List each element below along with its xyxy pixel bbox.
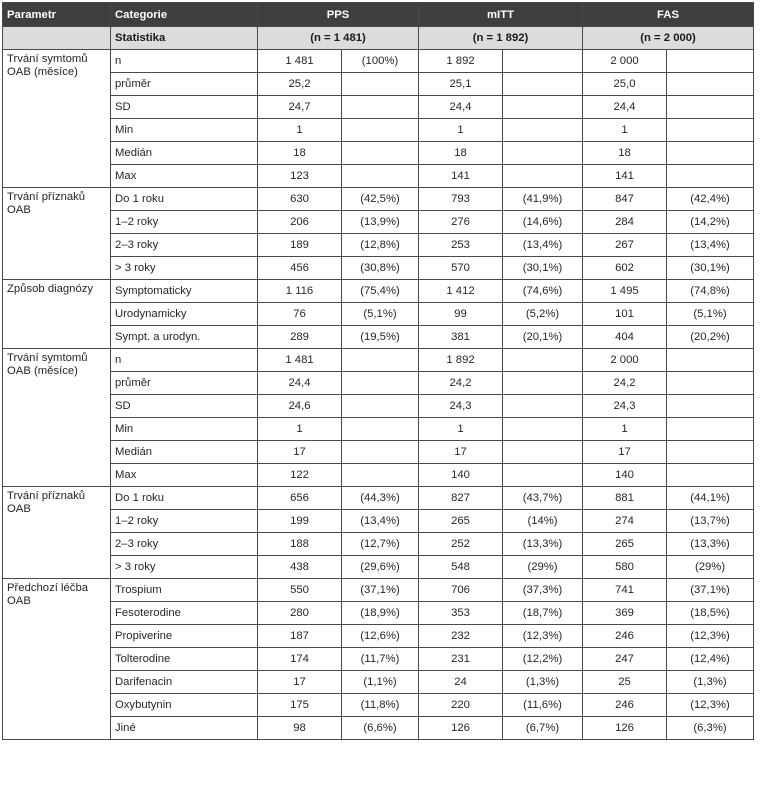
pps-value-cell: 18 (258, 142, 342, 165)
mitt-percent-cell: (13,4%) (503, 234, 583, 257)
mitt-percent-cell (503, 349, 583, 372)
category-cell: 2–3 roky (111, 533, 258, 556)
pps-value-cell: 98 (258, 717, 342, 740)
pps-value-cell: 24,7 (258, 96, 342, 119)
mitt-percent-cell: (20,1%) (503, 326, 583, 349)
pps-percent-cell: (44,3%) (342, 487, 419, 510)
category-cell: SD (111, 96, 258, 119)
mitt-value-cell: 1 412 (419, 280, 503, 303)
category-cell: n (111, 50, 258, 73)
table-row (3, 349, 754, 372)
fas-percent-cell (667, 441, 754, 464)
mitt-value-cell: 827 (419, 487, 503, 510)
pps-value-cell: 206 (258, 211, 342, 234)
pps-value-cell: 550 (258, 579, 342, 602)
mitt-value-cell: 232 (419, 625, 503, 648)
mitt-value-cell: 220 (419, 694, 503, 717)
pps-percent-cell: (18,9%) (342, 602, 419, 625)
pps-value-cell: 25,2 (258, 73, 342, 96)
header-parametr: Parametr (3, 3, 111, 27)
fas-percent-cell (667, 96, 754, 119)
category-cell: průměr (111, 73, 258, 96)
mitt-percent-cell: (12,2%) (503, 648, 583, 671)
fas-percent-cell (667, 395, 754, 418)
table-row (3, 73, 754, 96)
pps-percent-cell (342, 142, 419, 165)
table-row (3, 165, 754, 188)
table-row (3, 510, 754, 533)
parameter-cell: Předchozí léčba OAB (3, 579, 111, 740)
pps-percent-cell: (1,1%) (342, 671, 419, 694)
mitt-value-cell: 24,2 (419, 372, 503, 395)
pps-value-cell: 630 (258, 188, 342, 211)
fas-percent-cell: (12,3%) (667, 625, 754, 648)
pps-percent-cell: (19,5%) (342, 326, 419, 349)
category-cell: Do 1 roku (111, 487, 258, 510)
category-cell: Propiverine (111, 625, 258, 648)
table-row (3, 556, 754, 579)
pps-value-cell: 187 (258, 625, 342, 648)
mitt-value-cell: 25,1 (419, 73, 503, 96)
fas-value-cell: 1 495 (583, 280, 667, 303)
mitt-value-cell: 24 (419, 671, 503, 694)
fas-percent-cell: (42,4%) (667, 188, 754, 211)
fas-value-cell: 246 (583, 625, 667, 648)
fas-value-cell: 101 (583, 303, 667, 326)
table-row (3, 648, 754, 671)
table-row (3, 326, 754, 349)
fas-value-cell: 140 (583, 464, 667, 487)
pps-value-cell: 76 (258, 303, 342, 326)
pps-percent-cell: (5,1%) (342, 303, 419, 326)
header-fas: FAS (583, 3, 754, 27)
pps-percent-cell: (12,7%) (342, 533, 419, 556)
pps-percent-cell: (13,4%) (342, 510, 419, 533)
pps-percent-cell: (29,6%) (342, 556, 419, 579)
fas-percent-cell (667, 50, 754, 73)
pps-value-cell: 122 (258, 464, 342, 487)
pps-value-cell: 17 (258, 441, 342, 464)
mitt-value-cell: 252 (419, 533, 503, 556)
pps-percent-cell (342, 349, 419, 372)
category-cell: Max (111, 464, 258, 487)
table-body (3, 50, 754, 740)
category-cell: Sympt. a urodyn. (111, 326, 258, 349)
fas-value-cell: 881 (583, 487, 667, 510)
pps-value-cell: 188 (258, 533, 342, 556)
fas-value-cell: 580 (583, 556, 667, 579)
fas-percent-cell: (1,3%) (667, 671, 754, 694)
mitt-percent-cell: (1,3%) (503, 671, 583, 694)
pps-percent-cell (342, 464, 419, 487)
pps-percent-cell (342, 96, 419, 119)
mitt-value-cell: 1 892 (419, 349, 503, 372)
category-cell: 1–2 roky (111, 211, 258, 234)
mitt-value-cell: 141 (419, 165, 503, 188)
pps-percent-cell: (6,6%) (342, 717, 419, 740)
mitt-percent-cell: (74,6%) (503, 280, 583, 303)
fas-percent-cell: (30,1%) (667, 257, 754, 280)
pps-value-cell: 1 481 (258, 50, 342, 73)
table-row (3, 418, 754, 441)
pps-value-cell: 456 (258, 257, 342, 280)
fas-percent-cell: (74,8%) (667, 280, 754, 303)
fas-value-cell: 17 (583, 441, 667, 464)
fas-value-cell: 602 (583, 257, 667, 280)
mitt-percent-cell: (5,2%) (503, 303, 583, 326)
pps-value-cell: 17 (258, 671, 342, 694)
fas-value-cell: 2 000 (583, 349, 667, 372)
fas-percent-cell (667, 142, 754, 165)
header-mitt: mITT (419, 3, 583, 27)
pps-value-cell: 1 (258, 418, 342, 441)
mitt-value-cell: 1 (419, 418, 503, 441)
pps-value-cell: 438 (258, 556, 342, 579)
pps-percent-cell: (100%) (342, 50, 419, 73)
fas-value-cell: 741 (583, 579, 667, 602)
subheader-mitt-n: (n = 1 892) (419, 27, 583, 50)
mitt-percent-cell (503, 165, 583, 188)
fas-percent-cell: (12,3%) (667, 694, 754, 717)
pps-value-cell: 199 (258, 510, 342, 533)
fas-percent-cell (667, 73, 754, 96)
fas-value-cell: 246 (583, 694, 667, 717)
pps-value-cell: 1 481 (258, 349, 342, 372)
fas-value-cell: 126 (583, 717, 667, 740)
pps-percent-cell (342, 395, 419, 418)
category-cell: Tolterodine (111, 648, 258, 671)
mitt-percent-cell: (41,9%) (503, 188, 583, 211)
mitt-percent-cell: (6,7%) (503, 717, 583, 740)
mitt-percent-cell (503, 73, 583, 96)
mitt-percent-cell (503, 441, 583, 464)
mitt-value-cell: 793 (419, 188, 503, 211)
mitt-value-cell: 706 (419, 579, 503, 602)
fas-percent-cell: (44,1%) (667, 487, 754, 510)
fas-percent-cell (667, 165, 754, 188)
mitt-percent-cell: (14%) (503, 510, 583, 533)
fas-percent-cell: (37,1%) (667, 579, 754, 602)
table-row (3, 487, 754, 510)
fas-percent-cell: (20,2%) (667, 326, 754, 349)
category-cell: Trospium (111, 579, 258, 602)
table-row (3, 303, 754, 326)
table-row (3, 533, 754, 556)
mitt-value-cell: 24,3 (419, 395, 503, 418)
pps-value-cell: 24,6 (258, 395, 342, 418)
table-row (3, 257, 754, 280)
pps-percent-cell: (13,9%) (342, 211, 419, 234)
pps-percent-cell (342, 73, 419, 96)
category-cell: Jiné (111, 717, 258, 740)
fas-percent-cell: (14,2%) (667, 211, 754, 234)
table-row (3, 579, 754, 602)
fas-value-cell: 24,3 (583, 395, 667, 418)
pps-value-cell: 174 (258, 648, 342, 671)
fas-value-cell: 284 (583, 211, 667, 234)
mitt-percent-cell: (18,7%) (503, 602, 583, 625)
mitt-value-cell: 381 (419, 326, 503, 349)
category-cell: SD (111, 395, 258, 418)
table-row (3, 694, 754, 717)
mitt-value-cell: 253 (419, 234, 503, 257)
header-categorie: Categorie (111, 3, 258, 27)
mitt-percent-cell (503, 418, 583, 441)
fas-percent-cell: (18,5%) (667, 602, 754, 625)
mitt-percent-cell (503, 464, 583, 487)
pps-percent-cell: (75,4%) (342, 280, 419, 303)
category-cell: Medián (111, 441, 258, 464)
mitt-percent-cell (503, 50, 583, 73)
pps-percent-cell (342, 372, 419, 395)
category-cell: Min (111, 418, 258, 441)
mitt-percent-cell (503, 119, 583, 142)
table-row (3, 625, 754, 648)
mitt-percent-cell (503, 372, 583, 395)
table-row (3, 717, 754, 740)
category-cell: Do 1 roku (111, 188, 258, 211)
fas-value-cell: 24,2 (583, 372, 667, 395)
fas-value-cell: 141 (583, 165, 667, 188)
table-row (3, 464, 754, 487)
pps-value-cell: 123 (258, 165, 342, 188)
fas-value-cell: 265 (583, 533, 667, 556)
pps-value-cell: 280 (258, 602, 342, 625)
mitt-percent-cell: (30,1%) (503, 257, 583, 280)
category-cell: Darifenacin (111, 671, 258, 694)
pps-value-cell: 1 116 (258, 280, 342, 303)
pps-percent-cell: (12,6%) (342, 625, 419, 648)
parameter-cell: Způsob diagnózy (3, 280, 111, 349)
fas-value-cell: 18 (583, 142, 667, 165)
pps-percent-cell (342, 441, 419, 464)
mitt-value-cell: 99 (419, 303, 503, 326)
subheader-statistika: Statistika (111, 27, 258, 50)
fas-value-cell: 2 000 (583, 50, 667, 73)
statistics-table (2, 2, 754, 740)
fas-percent-cell: (29%) (667, 556, 754, 579)
mitt-value-cell: 140 (419, 464, 503, 487)
mitt-percent-cell (503, 142, 583, 165)
mitt-percent-cell: (37,3%) (503, 579, 583, 602)
subheader-pps-n: (n = 1 481) (258, 27, 419, 50)
mitt-value-cell: 17 (419, 441, 503, 464)
fas-percent-cell: (13,4%) (667, 234, 754, 257)
pps-percent-cell: (37,1%) (342, 579, 419, 602)
fas-percent-cell (667, 418, 754, 441)
fas-value-cell: 847 (583, 188, 667, 211)
mitt-value-cell: 276 (419, 211, 503, 234)
table-row (3, 372, 754, 395)
mitt-percent-cell: (29%) (503, 556, 583, 579)
table-row (3, 142, 754, 165)
category-cell: Max (111, 165, 258, 188)
table-row (3, 395, 754, 418)
table-row (3, 119, 754, 142)
fas-value-cell: 1 (583, 119, 667, 142)
category-cell: Oxybutynin (111, 694, 258, 717)
category-cell: Symptomaticky (111, 280, 258, 303)
mitt-value-cell: 24,4 (419, 96, 503, 119)
table-row (3, 234, 754, 257)
pps-value-cell: 656 (258, 487, 342, 510)
mitt-value-cell: 1 892 (419, 50, 503, 73)
fas-value-cell: 1 (583, 418, 667, 441)
parameter-cell: Trvání příznaků OAB (3, 487, 111, 579)
category-cell: 2–3 roky (111, 234, 258, 257)
table-row (3, 602, 754, 625)
pps-value-cell: 24,4 (258, 372, 342, 395)
table-row (3, 50, 754, 73)
fas-value-cell: 247 (583, 648, 667, 671)
fas-percent-cell: (6,3%) (667, 717, 754, 740)
subheader-fas-n: (n = 2 000) (583, 27, 754, 50)
table-row (3, 671, 754, 694)
fas-value-cell: 404 (583, 326, 667, 349)
subheader-empty (3, 27, 111, 50)
fas-percent-cell (667, 349, 754, 372)
pps-value-cell: 175 (258, 694, 342, 717)
fas-percent-cell (667, 119, 754, 142)
mitt-value-cell: 126 (419, 717, 503, 740)
fas-percent-cell: (12,4%) (667, 648, 754, 671)
mitt-value-cell: 18 (419, 142, 503, 165)
fas-percent-cell: (13,3%) (667, 533, 754, 556)
pps-value-cell: 1 (258, 119, 342, 142)
table-row (3, 280, 754, 303)
fas-value-cell: 267 (583, 234, 667, 257)
mitt-percent-cell (503, 395, 583, 418)
fas-percent-cell (667, 464, 754, 487)
header-pps: PPS (258, 3, 419, 27)
mitt-percent-cell: (13,3%) (503, 533, 583, 556)
parameter-cell: Trvání symtomů OAB (měsíce) (3, 50, 111, 188)
fas-value-cell: 274 (583, 510, 667, 533)
category-cell: průměr (111, 372, 258, 395)
category-cell: n (111, 349, 258, 372)
pps-percent-cell: (42,5%) (342, 188, 419, 211)
category-cell: > 3 roky (111, 257, 258, 280)
mitt-percent-cell: (11,6%) (503, 694, 583, 717)
fas-percent-cell: (5,1%) (667, 303, 754, 326)
mitt-value-cell: 548 (419, 556, 503, 579)
fas-value-cell: 24,4 (583, 96, 667, 119)
header-row (3, 3, 754, 27)
table-row (3, 96, 754, 119)
fas-value-cell: 25 (583, 671, 667, 694)
table-row (3, 188, 754, 211)
pps-percent-cell: (11,8%) (342, 694, 419, 717)
pps-percent-cell: (12,8%) (342, 234, 419, 257)
fas-value-cell: 369 (583, 602, 667, 625)
subheader-row (3, 27, 754, 50)
category-cell: > 3 roky (111, 556, 258, 579)
pps-percent-cell (342, 418, 419, 441)
pps-value-cell: 189 (258, 234, 342, 257)
mitt-percent-cell: (12,3%) (503, 625, 583, 648)
table-row (3, 211, 754, 234)
mitt-value-cell: 353 (419, 602, 503, 625)
mitt-percent-cell (503, 96, 583, 119)
category-cell: 1–2 roky (111, 510, 258, 533)
fas-value-cell: 25,0 (583, 73, 667, 96)
table-row (3, 441, 754, 464)
mitt-value-cell: 265 (419, 510, 503, 533)
pps-percent-cell (342, 119, 419, 142)
pps-percent-cell (342, 165, 419, 188)
pps-value-cell: 289 (258, 326, 342, 349)
mitt-percent-cell: (43,7%) (503, 487, 583, 510)
category-cell: Min (111, 119, 258, 142)
fas-percent-cell (667, 372, 754, 395)
mitt-value-cell: 231 (419, 648, 503, 671)
category-cell: Medián (111, 142, 258, 165)
fas-percent-cell: (13,7%) (667, 510, 754, 533)
category-cell: Fesoterodine (111, 602, 258, 625)
mitt-value-cell: 1 (419, 119, 503, 142)
pps-percent-cell: (30,8%) (342, 257, 419, 280)
pps-percent-cell: (11,7%) (342, 648, 419, 671)
mitt-value-cell: 570 (419, 257, 503, 280)
mitt-percent-cell: (14,6%) (503, 211, 583, 234)
category-cell: Urodynamicky (111, 303, 258, 326)
parameter-cell: Trvání příznaků OAB (3, 188, 111, 280)
parameter-cell: Trvání symtomů OAB (měsíce) (3, 349, 111, 487)
